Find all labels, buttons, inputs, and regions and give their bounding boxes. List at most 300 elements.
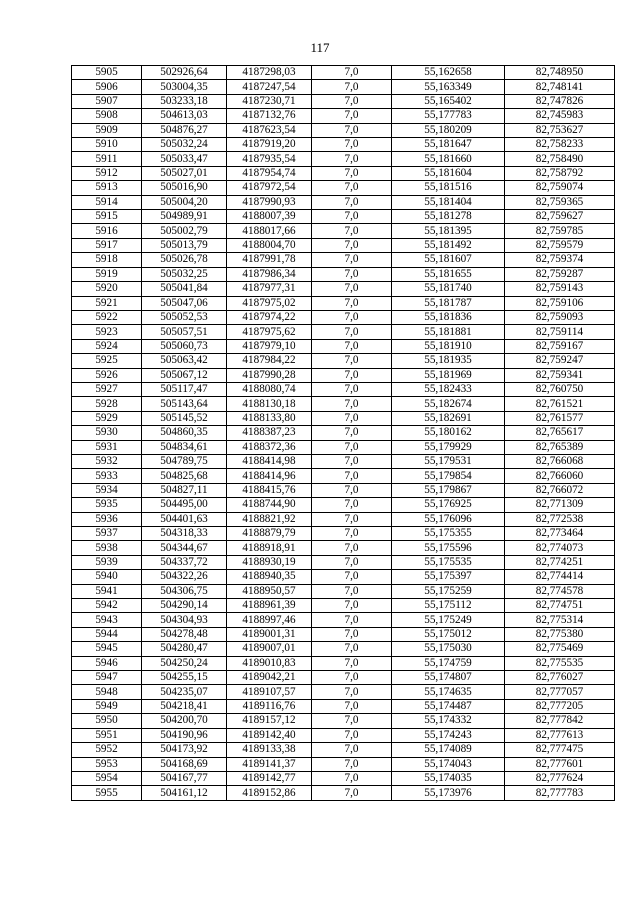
table-row (72, 339, 615, 353)
point-number-cell: 5950 (72, 714, 142, 728)
table-row (72, 123, 615, 137)
table-row (72, 757, 615, 771)
table-row (72, 685, 615, 699)
y-coordinate-cell: 4189152,86 (227, 786, 312, 800)
latitude-cell: 55,174089 (392, 743, 505, 757)
latitude-cell: 55,177783 (392, 109, 505, 123)
point-number-cell: 5944 (72, 627, 142, 641)
longitude-cell: 82,766072 (505, 483, 615, 497)
longitude-cell: 82,759341 (505, 368, 615, 382)
y-coordinate-cell: 4189001,31 (227, 627, 312, 641)
table-row (72, 195, 615, 209)
table-row (72, 296, 615, 310)
point-number-cell: 5906 (72, 80, 142, 94)
longitude-cell: 82,759247 (505, 354, 615, 368)
y-coordinate-cell: 4188744,90 (227, 498, 312, 512)
x-coordinate-cell: 504173,92 (142, 743, 227, 757)
table-row (72, 613, 615, 627)
longitude-cell: 82,748141 (505, 80, 615, 94)
height-cell: 7,0 (312, 210, 392, 224)
height-cell: 7,0 (312, 527, 392, 541)
latitude-cell: 55,181647 (392, 138, 505, 152)
latitude-cell: 55,175397 (392, 570, 505, 584)
x-coordinate-cell: 504860,35 (142, 426, 227, 440)
table-row (72, 354, 615, 368)
point-number-cell: 5934 (72, 483, 142, 497)
latitude-cell: 55,179854 (392, 469, 505, 483)
longitude-cell: 82,758490 (505, 152, 615, 166)
y-coordinate-cell: 4189133,38 (227, 743, 312, 757)
longitude-cell: 82,774073 (505, 541, 615, 555)
point-number-cell: 5917 (72, 238, 142, 252)
longitude-cell: 82,774251 (505, 555, 615, 569)
longitude-cell: 82,759167 (505, 339, 615, 353)
x-coordinate-cell: 504989,91 (142, 210, 227, 224)
point-number-cell: 5933 (72, 469, 142, 483)
x-coordinate-cell: 505041,84 (142, 282, 227, 296)
x-coordinate-cell: 504161,12 (142, 786, 227, 800)
x-coordinate-cell: 504613,03 (142, 109, 227, 123)
point-number-cell: 5951 (72, 728, 142, 742)
longitude-cell: 82,775380 (505, 627, 615, 641)
point-number-cell: 5930 (72, 426, 142, 440)
height-cell: 7,0 (312, 166, 392, 180)
height-cell: 7,0 (312, 282, 392, 296)
longitude-cell: 82,774578 (505, 584, 615, 598)
x-coordinate-cell: 505067,12 (142, 368, 227, 382)
page-number: 117 (310, 40, 330, 55)
longitude-cell: 82,775469 (505, 642, 615, 656)
x-coordinate-cell: 504876,27 (142, 123, 227, 137)
y-coordinate-cell: 4188821,92 (227, 512, 312, 526)
x-coordinate-cell: 504825,68 (142, 469, 227, 483)
latitude-cell: 55,180162 (392, 426, 505, 440)
longitude-cell: 82,760750 (505, 382, 615, 396)
table-row (72, 94, 615, 108)
point-number-cell: 5928 (72, 397, 142, 411)
y-coordinate-cell: 4187247,54 (227, 80, 312, 94)
point-number-cell: 5945 (72, 642, 142, 656)
height-cell: 7,0 (312, 570, 392, 584)
point-number-cell: 5911 (72, 152, 142, 166)
height-cell: 7,0 (312, 699, 392, 713)
point-number-cell: 5921 (72, 296, 142, 310)
height-cell: 7,0 (312, 555, 392, 569)
y-coordinate-cell: 4188130,18 (227, 397, 312, 411)
y-coordinate-cell: 4187990,93 (227, 195, 312, 209)
height-cell: 7,0 (312, 728, 392, 742)
point-number-cell: 5940 (72, 570, 142, 584)
table-row (72, 527, 615, 541)
y-coordinate-cell: 4188997,46 (227, 613, 312, 627)
longitude-cell: 82,761521 (505, 397, 615, 411)
point-number-cell: 5926 (72, 368, 142, 382)
longitude-cell: 82,759287 (505, 267, 615, 281)
x-coordinate-cell: 505027,01 (142, 166, 227, 180)
y-coordinate-cell: 4189142,40 (227, 728, 312, 742)
point-number-cell: 5955 (72, 786, 142, 800)
longitude-cell: 82,759365 (505, 195, 615, 209)
x-coordinate-cell: 505002,79 (142, 224, 227, 238)
height-cell: 7,0 (312, 368, 392, 382)
y-coordinate-cell: 4188918,91 (227, 541, 312, 555)
x-coordinate-cell: 505026,78 (142, 253, 227, 267)
height-cell: 7,0 (312, 339, 392, 353)
height-cell: 7,0 (312, 714, 392, 728)
table-row (72, 282, 615, 296)
height-cell: 7,0 (312, 541, 392, 555)
y-coordinate-cell: 4187974,22 (227, 310, 312, 324)
y-coordinate-cell: 4187972,54 (227, 181, 312, 195)
x-coordinate-cell: 505033,47 (142, 152, 227, 166)
x-coordinate-cell: 505032,24 (142, 138, 227, 152)
longitude-cell: 82,759106 (505, 296, 615, 310)
point-number-cell: 5927 (72, 382, 142, 396)
point-number-cell: 5942 (72, 599, 142, 613)
height-cell: 7,0 (312, 195, 392, 209)
point-number-cell: 5949 (72, 699, 142, 713)
longitude-cell: 82,775535 (505, 656, 615, 670)
height-cell: 7,0 (312, 224, 392, 238)
point-number-cell: 5935 (72, 498, 142, 512)
x-coordinate-cell: 504401,63 (142, 512, 227, 526)
x-coordinate-cell: 504344,67 (142, 541, 227, 555)
longitude-cell: 82,748950 (505, 66, 615, 80)
table-row (72, 152, 615, 166)
height-cell: 7,0 (312, 94, 392, 108)
latitude-cell: 55,181516 (392, 181, 505, 195)
y-coordinate-cell: 4188961,39 (227, 599, 312, 613)
y-coordinate-cell: 4188387,23 (227, 426, 312, 440)
table-row (72, 210, 615, 224)
height-cell: 7,0 (312, 66, 392, 80)
longitude-cell: 82,774751 (505, 599, 615, 613)
height-cell: 7,0 (312, 411, 392, 425)
longitude-cell: 82,759143 (505, 282, 615, 296)
longitude-cell: 82,758792 (505, 166, 615, 180)
coordinates-table-body (72, 66, 615, 801)
point-number-cell: 5919 (72, 267, 142, 281)
longitude-cell: 82,766068 (505, 454, 615, 468)
table-row (72, 627, 615, 641)
point-number-cell: 5916 (72, 224, 142, 238)
y-coordinate-cell: 4187990,28 (227, 368, 312, 382)
latitude-cell: 55,175259 (392, 584, 505, 598)
x-coordinate-cell: 505145,52 (142, 411, 227, 425)
table-row (72, 397, 615, 411)
latitude-cell: 55,163349 (392, 80, 505, 94)
table-row (72, 267, 615, 281)
table-row (72, 584, 615, 598)
y-coordinate-cell: 4187623,54 (227, 123, 312, 137)
y-coordinate-cell: 4187975,02 (227, 296, 312, 310)
y-coordinate-cell: 4187132,76 (227, 109, 312, 123)
table-row (72, 570, 615, 584)
x-coordinate-cell: 504495,00 (142, 498, 227, 512)
longitude-cell: 82,745983 (505, 109, 615, 123)
height-cell: 7,0 (312, 382, 392, 396)
latitude-cell: 55,174035 (392, 771, 505, 785)
latitude-cell: 55,175249 (392, 613, 505, 627)
x-coordinate-cell: 504834,61 (142, 440, 227, 454)
table-row (72, 699, 615, 713)
point-number-cell: 5939 (72, 555, 142, 569)
y-coordinate-cell: 4188415,76 (227, 483, 312, 497)
point-number-cell: 5924 (72, 339, 142, 353)
point-number-cell: 5915 (72, 210, 142, 224)
height-cell: 7,0 (312, 613, 392, 627)
longitude-cell: 82,772538 (505, 512, 615, 526)
height-cell: 7,0 (312, 584, 392, 598)
latitude-cell: 55,181910 (392, 339, 505, 353)
table-row (72, 181, 615, 195)
point-number-cell: 5947 (72, 671, 142, 685)
point-number-cell: 5948 (72, 685, 142, 699)
point-number-cell: 5941 (72, 584, 142, 598)
longitude-cell: 82,747826 (505, 94, 615, 108)
point-number-cell: 5922 (72, 310, 142, 324)
latitude-cell: 55,182674 (392, 397, 505, 411)
latitude-cell: 55,175355 (392, 527, 505, 541)
table-row (72, 382, 615, 396)
height-cell: 7,0 (312, 109, 392, 123)
x-coordinate-cell: 505047,06 (142, 296, 227, 310)
point-number-cell: 5943 (72, 613, 142, 627)
x-coordinate-cell: 504218,41 (142, 699, 227, 713)
table-row (72, 512, 615, 526)
table-row (72, 325, 615, 339)
y-coordinate-cell: 4188080,74 (227, 382, 312, 396)
longitude-cell: 82,759093 (505, 310, 615, 324)
table-row (72, 80, 615, 94)
x-coordinate-cell: 504306,75 (142, 584, 227, 598)
x-coordinate-cell: 505013,79 (142, 238, 227, 252)
point-number-cell: 5918 (72, 253, 142, 267)
height-cell: 7,0 (312, 138, 392, 152)
latitude-cell: 55,181655 (392, 267, 505, 281)
height-cell: 7,0 (312, 354, 392, 368)
latitude-cell: 55,181607 (392, 253, 505, 267)
x-coordinate-cell: 503233,18 (142, 94, 227, 108)
x-coordinate-cell: 504167,77 (142, 771, 227, 785)
latitude-cell: 55,175535 (392, 555, 505, 569)
latitude-cell: 55,181740 (392, 282, 505, 296)
x-coordinate-cell: 504290,14 (142, 599, 227, 613)
height-cell: 7,0 (312, 599, 392, 613)
table-row (72, 253, 615, 267)
y-coordinate-cell: 4187991,78 (227, 253, 312, 267)
x-coordinate-cell: 504304,93 (142, 613, 227, 627)
table-row (72, 66, 615, 80)
point-number-cell: 5914 (72, 195, 142, 209)
y-coordinate-cell: 4188414,98 (227, 454, 312, 468)
longitude-cell: 82,759579 (505, 238, 615, 252)
point-number-cell: 5910 (72, 138, 142, 152)
longitude-cell: 82,771309 (505, 498, 615, 512)
table-row (72, 498, 615, 512)
latitude-cell: 55,174243 (392, 728, 505, 742)
height-cell: 7,0 (312, 397, 392, 411)
table-row (72, 224, 615, 238)
longitude-cell: 82,759114 (505, 325, 615, 339)
height-cell: 7,0 (312, 325, 392, 339)
point-number-cell: 5908 (72, 109, 142, 123)
point-number-cell: 5913 (72, 181, 142, 195)
point-number-cell: 5936 (72, 512, 142, 526)
latitude-cell: 55,175112 (392, 599, 505, 613)
y-coordinate-cell: 4188133,80 (227, 411, 312, 425)
point-number-cell: 5925 (72, 354, 142, 368)
longitude-cell: 82,776027 (505, 671, 615, 685)
longitude-cell: 82,759374 (505, 253, 615, 267)
x-coordinate-cell: 505016,90 (142, 181, 227, 195)
table-row (72, 426, 615, 440)
point-number-cell: 5912 (72, 166, 142, 180)
height-cell: 7,0 (312, 757, 392, 771)
latitude-cell: 55,174635 (392, 685, 505, 699)
x-coordinate-cell: 504200,70 (142, 714, 227, 728)
x-coordinate-cell: 505004,20 (142, 195, 227, 209)
latitude-cell: 55,165402 (392, 94, 505, 108)
y-coordinate-cell: 4187986,34 (227, 267, 312, 281)
table-row (72, 599, 615, 613)
height-cell: 7,0 (312, 296, 392, 310)
latitude-cell: 55,182433 (392, 382, 505, 396)
y-coordinate-cell: 4187919,20 (227, 138, 312, 152)
height-cell: 7,0 (312, 80, 392, 94)
y-coordinate-cell: 4187977,31 (227, 282, 312, 296)
x-coordinate-cell: 504235,07 (142, 685, 227, 699)
longitude-cell: 82,765617 (505, 426, 615, 440)
height-cell: 7,0 (312, 181, 392, 195)
table-row (72, 138, 615, 152)
table-row (72, 411, 615, 425)
y-coordinate-cell: 4189116,76 (227, 699, 312, 713)
y-coordinate-cell: 4188414,96 (227, 469, 312, 483)
longitude-cell: 82,759785 (505, 224, 615, 238)
latitude-cell: 55,181604 (392, 166, 505, 180)
x-coordinate-cell: 504255,15 (142, 671, 227, 685)
table-row (72, 656, 615, 670)
height-cell: 7,0 (312, 743, 392, 757)
point-number-cell: 5932 (72, 454, 142, 468)
height-cell: 7,0 (312, 152, 392, 166)
latitude-cell: 55,174759 (392, 656, 505, 670)
height-cell: 7,0 (312, 627, 392, 641)
height-cell: 7,0 (312, 656, 392, 670)
latitude-cell: 55,179531 (392, 454, 505, 468)
y-coordinate-cell: 4187979,10 (227, 339, 312, 353)
x-coordinate-cell: 504827,11 (142, 483, 227, 497)
table-row (72, 166, 615, 180)
y-coordinate-cell: 4187975,62 (227, 325, 312, 339)
y-coordinate-cell: 4187230,71 (227, 94, 312, 108)
latitude-cell: 55,181492 (392, 238, 505, 252)
x-coordinate-cell: 504337,72 (142, 555, 227, 569)
table-row (72, 642, 615, 656)
table-row (72, 786, 615, 800)
point-number-cell: 5946 (72, 656, 142, 670)
longitude-cell: 82,761577 (505, 411, 615, 425)
y-coordinate-cell: 4189007,01 (227, 642, 312, 656)
latitude-cell: 55,179929 (392, 440, 505, 454)
y-coordinate-cell: 4188007,39 (227, 210, 312, 224)
point-number-cell: 5923 (72, 325, 142, 339)
latitude-cell: 55,175596 (392, 541, 505, 555)
longitude-cell: 82,759627 (505, 210, 615, 224)
latitude-cell: 55,179867 (392, 483, 505, 497)
table-row (72, 555, 615, 569)
height-cell: 7,0 (312, 238, 392, 252)
point-number-cell: 5909 (72, 123, 142, 137)
y-coordinate-cell: 4189042,21 (227, 671, 312, 685)
table-row (72, 771, 615, 785)
longitude-cell: 82,777783 (505, 786, 615, 800)
point-number-cell: 5937 (72, 527, 142, 541)
point-number-cell: 5952 (72, 743, 142, 757)
height-cell: 7,0 (312, 786, 392, 800)
latitude-cell: 55,174043 (392, 757, 505, 771)
x-coordinate-cell: 504280,47 (142, 642, 227, 656)
point-number-cell: 5954 (72, 771, 142, 785)
latitude-cell: 55,175012 (392, 627, 505, 641)
table-row (72, 541, 615, 555)
point-number-cell: 5920 (72, 282, 142, 296)
table-row (72, 728, 615, 742)
table-row (72, 368, 615, 382)
table-row (72, 671, 615, 685)
table-row (72, 238, 615, 252)
longitude-cell: 82,777842 (505, 714, 615, 728)
latitude-cell: 55,176096 (392, 512, 505, 526)
longitude-cell: 82,777205 (505, 699, 615, 713)
height-cell: 7,0 (312, 454, 392, 468)
point-number-cell: 5931 (72, 440, 142, 454)
point-number-cell: 5953 (72, 757, 142, 771)
longitude-cell: 82,777475 (505, 743, 615, 757)
x-coordinate-cell: 505117,47 (142, 382, 227, 396)
y-coordinate-cell: 4187935,54 (227, 152, 312, 166)
latitude-cell: 55,181969 (392, 368, 505, 382)
table-row (72, 440, 615, 454)
latitude-cell: 55,182691 (392, 411, 505, 425)
longitude-cell: 82,775314 (505, 613, 615, 627)
height-cell: 7,0 (312, 267, 392, 281)
latitude-cell: 55,181404 (392, 195, 505, 209)
latitude-cell: 55,181836 (392, 310, 505, 324)
latitude-cell: 55,174807 (392, 671, 505, 685)
height-cell: 7,0 (312, 253, 392, 267)
y-coordinate-cell: 4189157,12 (227, 714, 312, 728)
y-coordinate-cell: 4189010,83 (227, 656, 312, 670)
x-coordinate-cell: 505057,51 (142, 325, 227, 339)
x-coordinate-cell: 505032,25 (142, 267, 227, 281)
x-coordinate-cell: 505143,64 (142, 397, 227, 411)
x-coordinate-cell: 504322,26 (142, 570, 227, 584)
height-cell: 7,0 (312, 771, 392, 785)
y-coordinate-cell: 4189142,77 (227, 771, 312, 785)
latitude-cell: 55,181935 (392, 354, 505, 368)
y-coordinate-cell: 4188879,79 (227, 527, 312, 541)
x-coordinate-cell: 504190,96 (142, 728, 227, 742)
longitude-cell: 82,777613 (505, 728, 615, 742)
height-cell: 7,0 (312, 483, 392, 497)
y-coordinate-cell: 4187984,22 (227, 354, 312, 368)
x-coordinate-cell: 504789,75 (142, 454, 227, 468)
height-cell: 7,0 (312, 642, 392, 656)
longitude-cell: 82,759074 (505, 181, 615, 195)
y-coordinate-cell: 4187954,74 (227, 166, 312, 180)
